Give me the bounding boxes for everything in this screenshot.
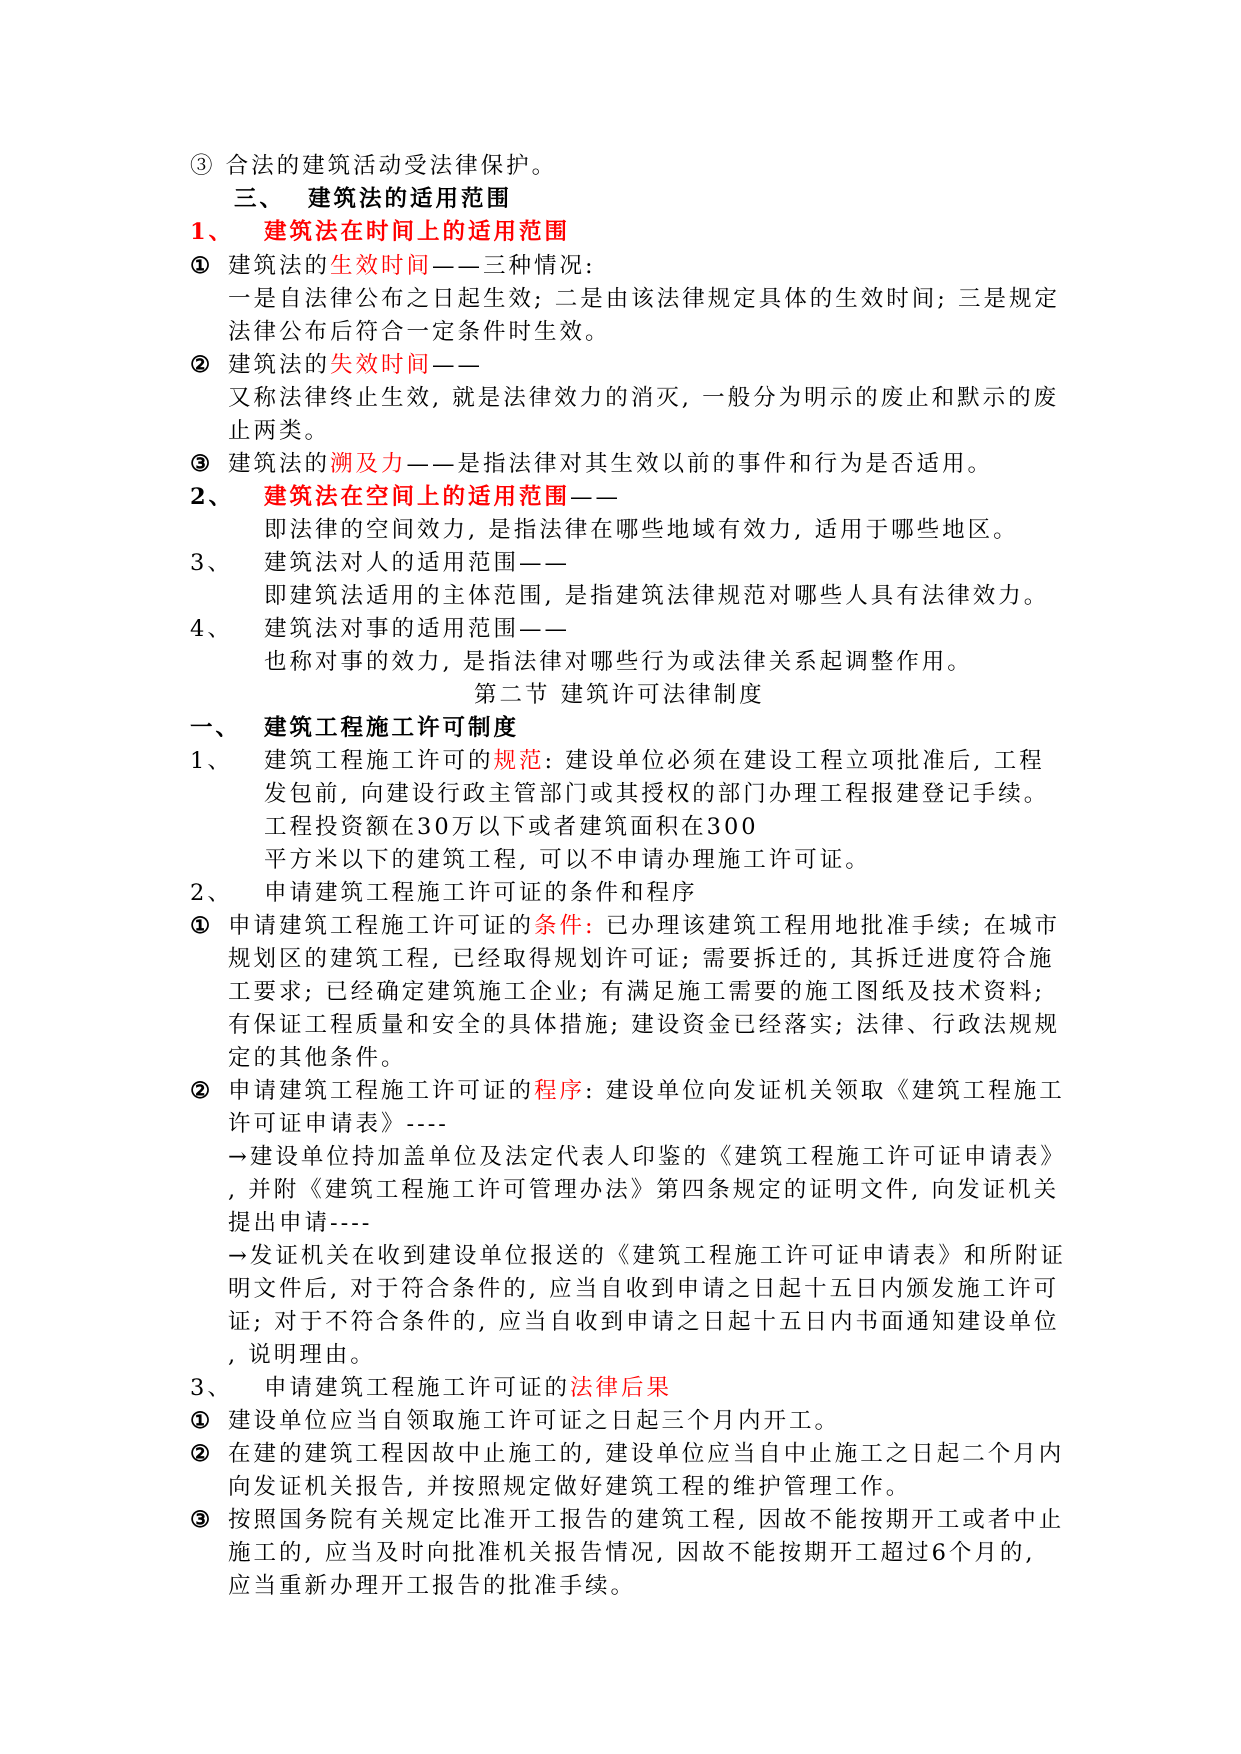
text-line: 即法律的空间效力, 是指法律在哪些地域有效力, 适用于哪些地区。: [264, 517, 1019, 543]
text-line: 工要求; 已经确定建筑施工企业; 有满足施工需要的施工图纸及技术资料;: [228, 979, 1046, 1005]
text-line: →建设单位持加盖单位及法定代表人印鉴的《建筑工程施工许可证申请表》: [228, 1144, 1066, 1170]
text-line: 止两类。: [228, 418, 331, 444]
text-line: 建筑法的溯及力——是指法律对其生效以前的事件和行为是否适用。: [228, 451, 994, 477]
text-line: 也称对事的效力, 是指法律对哪些行为或法律关系起调整作用。: [264, 649, 973, 675]
highlight-term: 法律后果: [570, 1375, 673, 1401]
circled-number-1: ①: [190, 253, 214, 279]
text-line: 有保证工程质量和安全的具体措施; 建设资金已经落实; 法律、行政法规规: [228, 1012, 1060, 1038]
section-number: 三、: [234, 186, 286, 212]
text-line: 明文件后, 对于符合条件的, 应当自收到申请之日起十五日内颁发施工许可: [228, 1276, 1060, 1302]
highlight-term: 程序: [534, 1078, 586, 1104]
circled-number-2: ②: [190, 1441, 214, 1467]
subsection-heading: 申请建筑工程施工许可证的条件和程序: [264, 880, 698, 906]
subsection-number: 1、: [190, 748, 233, 774]
text-line: 许可证申请表》----: [228, 1111, 449, 1137]
text-line: 发包前, 向建设行政主管部门或其授权的部门办理工程报建登记手续。: [264, 781, 1050, 807]
text-line: 应当重新办理开工报告的批准手续。: [228, 1573, 637, 1599]
highlight-term: 条件:: [534, 913, 596, 939]
circled-number-3: ③: [190, 1507, 214, 1533]
subsection-heading: 建筑法在空间上的适用范围——: [264, 484, 622, 510]
text-line: 平方米以下的建筑工程, 可以不申请办理施工许可证。: [264, 847, 871, 873]
section-heading: 建筑法的适用范围: [308, 186, 513, 212]
text-line: 又称法律终止生效, 就是法律效力的消灭, 一般分为明示的废止和默示的废: [228, 385, 1060, 411]
highlight-term: 生效时间: [330, 253, 433, 279]
text-line: 施工的, 应当及时向批准机关报告情况, 因故不能按期开工超过6个月的,: [228, 1540, 1036, 1566]
section-number: 一、: [190, 715, 242, 741]
subsection-heading: 建筑法在时间上的适用范围: [264, 219, 571, 245]
subsection-heading: 建筑法对人的适用范围——: [264, 550, 571, 576]
text-line: , 说明理由。: [228, 1342, 376, 1368]
text-line: 证; 对于不符合条件的, 应当自收到申请之日起十五日内书面通知建设单位: [228, 1309, 1060, 1335]
text-line: 按照国务院有关规定比准开工报告的建筑工程, 因故不能按期开工或者中止: [228, 1507, 1065, 1533]
text-line: 在建的建筑工程因故中止施工的, 建设单位应当自中止施工之日起二个月内: [228, 1441, 1065, 1467]
circled-number-1: ①: [190, 1408, 214, 1434]
subsection-heading: 申请建筑工程施工许可证的法律后果: [264, 1375, 673, 1401]
circled-number-1: ①: [190, 913, 214, 939]
circled-number-3: ③: [190, 451, 214, 477]
circled-number-2: ②: [190, 1078, 214, 1104]
text-line: ③ 合法的建筑活动受法律保护。: [190, 153, 558, 179]
subsection-heading: 建筑法对事的适用范围——: [264, 616, 571, 642]
text-line: 定的其他条件。: [228, 1045, 407, 1071]
text-line: 建筑法的生效时间——三种情况:: [228, 253, 596, 279]
text-line: 建设单位应当自领取施工许可证之日起三个月内开工。: [228, 1408, 841, 1434]
text-line: 法律公布后符合一定条件时生效。: [228, 319, 611, 345]
highlight-term: 失效时间: [330, 352, 433, 378]
chapter-title: 第二节 建筑许可法律制度: [474, 682, 765, 708]
highlight-term: 规范: [493, 748, 545, 774]
highlight-term: 溯及力: [330, 451, 407, 477]
circled-number-2: ②: [190, 352, 214, 378]
text-line: 规划区的建筑工程, 已经取得规划许可证; 需要拆迁的, 其拆迁进度符合施: [228, 946, 1055, 972]
subsection-number: 2、: [190, 484, 235, 510]
subsection-number: 2、: [190, 880, 233, 906]
subsection-number: 4、: [190, 616, 233, 642]
text-line: →发证机关在收到建设单位报送的《建筑工程施工许可证申请表》和所附证: [228, 1243, 1066, 1269]
text-line: 即建筑法适用的主体范围, 是指建筑法律规范对哪些人具有法律效力。: [264, 583, 1050, 609]
text-line: 提出申请----: [228, 1210, 373, 1236]
text-line: 向发证机关报告, 并按照规定做好建筑工程的维护管理工作。: [228, 1474, 912, 1500]
text-line: 建筑法的失效时间——: [228, 352, 484, 378]
subsection-number: 3、: [190, 1375, 233, 1401]
text-line: 申请建筑工程施工许可证的程序: 建设单位向发证机关领取《建筑工程施工: [228, 1078, 1065, 1104]
text-line: 一是自法律公布之日起生效; 二是由该法律规定具体的生效时间; 三是规定: [228, 286, 1060, 312]
text-line: 申请建筑工程施工许可证的条件: 已办理该建筑工程用地批准手续; 在城市: [228, 913, 1060, 939]
text-line: 工程投资额在30万以下或者建筑面积在300: [264, 814, 759, 840]
subsection-number: 1、: [190, 219, 235, 245]
subsection-number: 3、: [190, 550, 233, 576]
text-line: 建筑工程施工许可的规范: 建设单位必须在建设工程立项批准后, 工程: [264, 748, 1045, 774]
text-line: , 并附《建筑工程施工许可管理办法》第四条规定的证明文件, 向发证机关: [228, 1177, 1060, 1203]
section-heading: 建筑工程施工许可制度: [264, 715, 520, 741]
